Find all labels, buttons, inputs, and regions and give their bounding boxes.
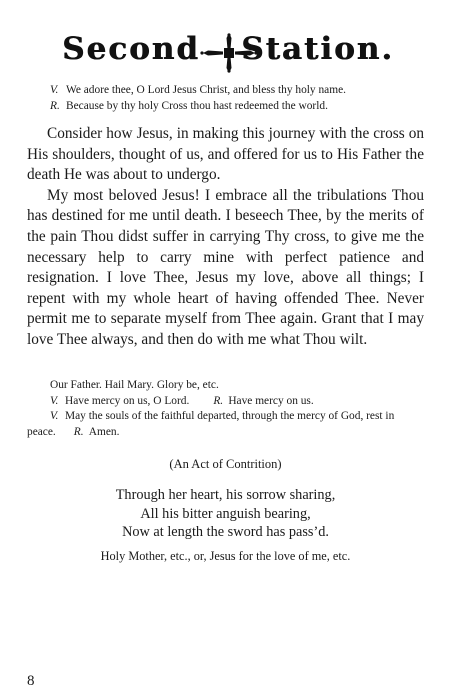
meditation-text bbox=[27, 124, 424, 351]
mercy-versicle-line bbox=[27, 394, 424, 410]
versicle-text: Have mercy on us, O Lord. bbox=[65, 394, 190, 407]
faithful-departed-continuation bbox=[27, 425, 424, 441]
station-heading-word-2: Station. bbox=[241, 31, 394, 67]
act-of-contrition: (An Act of Contrition) bbox=[169, 457, 282, 471]
verse-line: Now at length the sword has pass’d. bbox=[122, 524, 329, 541]
verse-line: Through her heart, his sorrow sharing, bbox=[115, 487, 336, 503]
versicle-symbol: V. bbox=[50, 394, 59, 407]
meditation-prayer-paragraph: My most beloved Jesus! I embrace all the tribulations Thou has destined for me until death. I beseech Thee, by the merits of the pain Thou didst suffer in carrying Thy cross, to give me the necessary help to carry mine with perfect patience and resignation. I love Thee, Jesus my love, above all things; I repent with my whole heart of having offended Thee. Never permit me to separate myself from Thee again. Grant that I may love Thee always, and then do with me what Thou wilt. bbox=[27, 186, 424, 348]
versicle-symbol: V. bbox=[50, 84, 59, 96]
closing-line: Holy Mother, etc., or, Jesus for the love of me, etc. bbox=[100, 549, 351, 563]
station-heading bbox=[62, 31, 394, 75]
response-text: Because by thy holy Cross thou hast redeemed the world. bbox=[66, 100, 328, 112]
response-text: Have mercy on us. bbox=[228, 394, 314, 407]
versicle-symbol: V. bbox=[50, 410, 59, 422]
station-heading-word-1: Second bbox=[62, 31, 200, 67]
closing-prayers bbox=[27, 378, 424, 440]
our-father-line: Our Father. Hail Mary. Glory be, etc. bbox=[50, 379, 219, 391]
response-text: Amen. bbox=[88, 425, 120, 438]
response-symbol: R. bbox=[213, 394, 224, 407]
faithful-departed-line bbox=[27, 409, 424, 425]
versicle-text: May the souls of the faithful departed, through the mercy of God, rest in bbox=[65, 410, 395, 422]
response-symbol: R. bbox=[50, 100, 60, 112]
meditation-consider-paragraph: Consider how Jesus, in making this journey with the cross on His shoulders, thought of us, and offered for us to His Father the death He was about to undergo. bbox=[27, 125, 424, 184]
versicle-text-continued: peace. bbox=[27, 425, 56, 438]
versicle-text: We adore thee, O Lord Jesus Christ, and bless thy holy name. bbox=[66, 84, 346, 96]
verse-line: All his bitter anguish bearing, bbox=[140, 505, 311, 522]
opening-versicle bbox=[50, 83, 346, 97]
response-symbol: R. bbox=[73, 425, 84, 438]
opening-response bbox=[50, 99, 328, 113]
page-number: 8 bbox=[27, 673, 35, 689]
hymn-verse bbox=[27, 486, 424, 542]
